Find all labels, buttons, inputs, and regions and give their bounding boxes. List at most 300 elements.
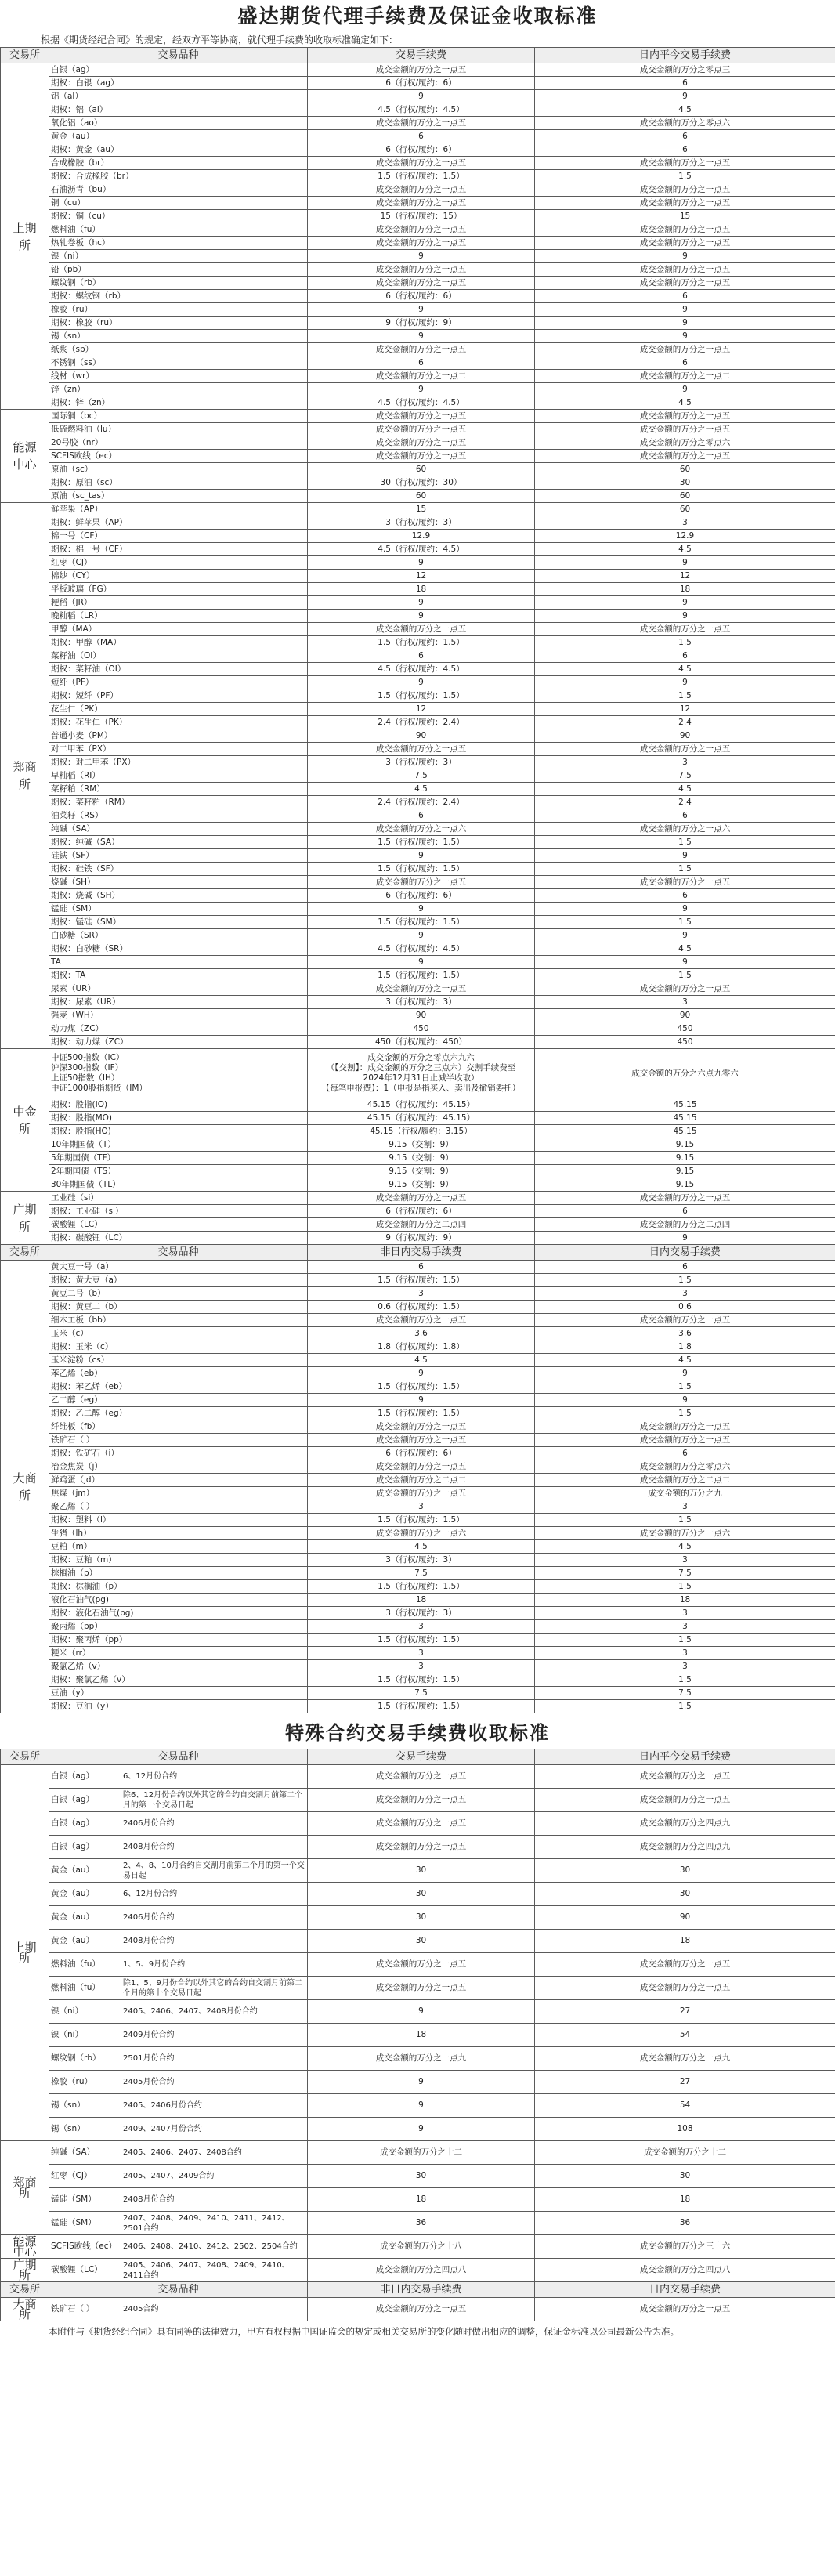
intraday-fee-cell: 9 [535,849,835,863]
fee-cell: 9.15（交割：9） [308,1165,535,1178]
product-cell: 玉米（c） [49,1327,308,1340]
intraday-fee-cell: 2.4 [535,796,835,809]
fee-cell: 15 [308,503,535,516]
fee-cell: 9 [308,929,535,942]
table-row [1,516,835,530]
fee-cell: 450（行权/履约：450） [308,1036,535,1049]
table-row [1,1859,835,1883]
intraday-fee-cell: 成交金额的万分之一点五 [535,1789,835,1812]
header-non-intraday: 交易手续费 [308,48,535,63]
fee-cell: 1.5（行权/履约：1.5） [308,836,535,849]
fee-cell: 2.4（行权/履约：2.4） [308,716,535,729]
intraday-fee-cell: 成交金额的万分之六点九零六 [535,1049,835,1098]
fee-cell: 9 [308,596,535,610]
intraday-fee-cell: 45.15 [535,1125,835,1138]
table-row [1,982,835,996]
table-row [1,463,835,476]
table-header-row [1,2282,835,2298]
contract-cell: 2405、2406、2407、2408、2409、2410、2411合约 [121,2259,308,2282]
product-cell: 期权：黄金（au） [49,143,308,157]
intraday-fee-cell: 1.5 [535,836,835,849]
table-row [1,77,835,90]
intraday-fee-cell: 1.5 [535,916,835,929]
intraday-fee-cell: 7.5 [535,769,835,783]
fee-cell: 1.5（行权/履约：1.5） [308,170,535,183]
product-cell: 5年期国债（TF） [49,1152,308,1165]
table-row [1,1434,835,1447]
fee-cell: 成交金额的万分之一点五 [308,2298,535,2321]
exchange-cell: 能源中心 [1,2235,49,2259]
intraday-fee-cell: 9 [535,956,835,969]
table-header-row [1,48,835,63]
intraday-fee-cell: 成交金额的万分之九 [535,1487,835,1500]
fee-cell: 成交金额的万分之一点五 [308,343,535,356]
table-row [1,570,835,583]
intraday-fee-cell: 成交金额的万分之一点五 [535,1977,835,2000]
contract-cell: 2409、2407月份合约 [121,2118,308,2141]
header-product: 交易品种 [49,1749,308,1765]
table-row [1,103,835,117]
product-cell: 菜籽油（OI） [49,649,308,663]
product-cell: 期权：股指(IO) [49,1098,308,1112]
fee-cell: 9 [308,2094,535,2118]
product-cell: 铁矿石（i） [49,2298,121,2321]
table-row [1,1125,835,1138]
table-row [1,756,835,769]
fee-cell: 36 [308,2212,535,2235]
table-row [1,809,835,823]
intraday-fee-cell: 3 [535,996,835,1009]
fee-cell: 12 [308,703,535,716]
intraday-fee-cell: 6 [535,356,835,370]
intraday-fee-cell: 3 [535,756,835,769]
product-cell: 热轧卷板（hc） [49,237,308,250]
table-row [1,956,835,969]
contract-cell: 2405月份合约 [121,2071,308,2094]
intraday-fee-cell: 成交金额的万分之一点五 [535,623,835,636]
fee-cell: 30 [308,2165,535,2188]
product-cell: 原油（sc） [49,463,308,476]
fee-cell: 6（行权/履约：6） [308,77,535,90]
fee-line: 【每笔申报费】：1（申报是指买入、卖出及撤销委托） [321,1084,521,1093]
table-row [1,117,835,130]
fee-cell: 4.5 [308,783,535,796]
intraday-fee-cell: 1.5 [535,1514,835,1527]
intraday-fee-cell: 9 [535,1232,835,1245]
fee-cell: 成交金额的万分之一点五 [308,63,535,77]
intraday-fee-cell: 3 [535,1620,835,1634]
intraday-fee-cell: 1.5 [535,863,835,876]
table-row [1,2235,835,2259]
table-row [1,2188,835,2212]
product-cell: 期权：锌（zn） [49,396,308,410]
product-cell: 聚丙烯（pp） [49,1620,308,1634]
intraday-fee-cell: 27 [535,2000,835,2024]
product-cell: 铁矿石（i） [49,1434,308,1447]
intraday-fee-cell: 成交金额的万分之零点六 [535,117,835,130]
fee-cell: 成交金额的万分之一点五 [308,1192,535,1205]
fee-cell: 成交金额的万分之一点五 [308,1953,535,1977]
intraday-fee-cell: 9 [535,929,835,942]
fee-cell: 1.5（行权/履约：1.5） [308,916,535,929]
table-row [1,1906,835,1930]
table-row [1,596,835,610]
table-row [1,1700,835,1713]
fee-cell: 90 [308,1009,535,1022]
product-cell: 锡（sn） [49,330,308,343]
fee-cell: 成交金额的万分之一点五 [308,263,535,277]
table-row [1,1112,835,1125]
product-cell: 期权：菜籽油（OI） [49,663,308,676]
intraday-fee-cell: 1.5 [535,1380,835,1394]
table-row [1,1205,835,1218]
product-cell: 鲜苹果（AP） [49,503,308,516]
product-cell: 镍（ni） [49,250,308,263]
intraday-fee-cell: 成交金额的万分之一点五 [535,237,835,250]
intraday-fee-cell: 30 [535,476,835,490]
fee-cell: 6 [308,356,535,370]
table-row [1,1647,835,1660]
fee-cell: 1.5（行权/履约：1.5） [308,969,535,982]
intraday-fee-cell: 6 [535,143,835,157]
product-cell: 20号胶（nr） [49,436,308,450]
fee-cell: 9 [308,849,535,863]
fee-cell: 18 [308,583,535,596]
contract-cell: 除1、5、9月份合约以外其它的合约自交割月前第二个月的第十个交易日起 [121,1977,308,2000]
intraday-fee-cell: 成交金额的万分之一点五 [535,263,835,277]
product-cell: 对二甲苯（PX） [49,743,308,756]
exchange-cell: 上期所 [1,1765,49,2141]
table-row [1,716,835,729]
product-cell: 期权：乙二醇（eg） [49,1407,308,1420]
product-cell: 2年期国债（TS） [49,1165,308,1178]
fee-cell: 成交金额的万分之四点八 [308,2259,535,2282]
intraday-fee-cell: 9 [535,676,835,689]
table-row [1,2298,835,2321]
product-cell: 期权：聚氯乙烯（v） [49,1673,308,1687]
intraday-fee-cell: 1.5 [535,689,835,703]
table-row [1,277,835,290]
fee-cell: 4.5（行权/履约：4.5） [308,543,535,556]
intraday-fee-cell: 4.5 [535,1540,835,1554]
table-row [1,1930,835,1953]
fee-cell: 6（行权/履约：6） [308,889,535,903]
fee-cell: 成交金额的万分之二点二 [308,1474,535,1487]
intraday-fee-cell: 6 [535,290,835,303]
intraday-fee-cell: 90 [535,1906,835,1930]
intraday-fee-cell: 成交金额的万分之四点八 [535,2259,835,2282]
product-cell: 棉纱（CY） [49,570,308,583]
fee-cell: 30 [308,1883,535,1906]
table-row [1,1953,835,1977]
fee-cell: 9.15（交割：9） [308,1152,535,1165]
intraday-fee-cell: 成交金额的万分之一点五 [535,157,835,170]
product-cell: 黄金（au） [49,1859,121,1883]
product-cell: 碳酸锂（LC） [49,1218,308,1232]
intraday-fee-cell: 6 [535,1447,835,1460]
table-row [1,543,835,556]
table-row [1,1098,835,1112]
table-row [1,836,835,849]
exchange-cell: 郑商所 [1,503,49,1049]
product-cell: 黄金（au） [49,1930,121,1953]
product-cell: 红枣（CJ） [49,2165,121,2188]
table-row [1,343,835,356]
intraday-fee-cell: 9 [535,303,835,317]
product-cell: 粳米（rr） [49,1647,308,1660]
product-cell: 期权：苯乙烯（eb） [49,1380,308,1394]
product-cell: 动力煤（ZC） [49,1022,308,1036]
contract-cell: 2407、2408、2409、2410、2411、2412、2501合约 [121,2212,308,2235]
intraday-fee-cell: 60 [535,463,835,476]
header-product: 交易品种 [49,48,308,63]
table-row [1,2047,835,2071]
fee-cell: 成交金额的万分之一点五 [308,237,535,250]
intraday-fee-cell: 9 [535,596,835,610]
exchange-cell: 上期所 [1,63,49,410]
table-row [1,703,835,716]
contract-cell: 2405合约 [121,2298,308,2321]
fee-cell: 成交金额的万分之一点六 [308,823,535,836]
fee-cell: 6（行权/履约：6） [308,1205,535,1218]
product-cell: 期权：螺纹钢（rb） [49,290,308,303]
fee-cell [308,1049,535,1098]
product-cell: 焦煤（jm） [49,1487,308,1500]
table-row [1,2141,835,2165]
intraday-fee-cell: 成交金额的万分之四点九 [535,1836,835,1859]
fee-cell: 成交金额的万分之一点五 [308,450,535,463]
product-cell: 低硫燃料油（lu） [49,423,308,436]
fee-cell: 成交金额的万分之一点五 [308,876,535,889]
table-row [1,1274,835,1287]
intraday-fee-cell: 成交金额的万分之二点二 [535,1474,835,1487]
table-row [1,1009,835,1022]
product-cell: 液化石油气(pg) [49,1594,308,1607]
product-cell: 黄大豆一号（a） [49,1261,308,1274]
fee-cell: 成交金额的万分之一点五 [308,743,535,756]
product-cell: 白银（ag） [49,1836,121,1859]
header-non-intraday: 非日内交易手续费 [308,2282,535,2298]
table-row [1,223,835,237]
product-cell: 黄金（au） [49,1883,121,1906]
fee-cell: 6 [308,809,535,823]
intraday-fee-cell: 6 [535,649,835,663]
intraday-fee-cell: 18 [535,2188,835,2212]
product-cell: 国际铜（bc） [49,410,308,423]
fee-cell: 45.15（行权/履约：3.15） [308,1125,535,1138]
product-cell: 豆粕（m） [49,1540,308,1554]
fee-cell: 3.6 [308,1327,535,1340]
intraday-fee-cell: 4.5 [535,396,835,410]
table-row [1,1380,835,1394]
intraday-fee-cell: 成交金额的万分之一点五 [535,876,835,889]
product-cell: 期权：TA [49,969,308,982]
table-row [1,197,835,210]
intraday-fee-cell: 成交金额的万分之一点五 [535,2298,835,2321]
table-row [1,1049,835,1098]
header-exchange: 交易所 [1,48,49,63]
product-cell: 期权：铝（al） [49,103,308,117]
product-cell: 生猪（lh） [49,1527,308,1540]
table-row [1,130,835,143]
product-cell: 乙二醇（eg） [49,1394,308,1407]
fee-cell: 7.5 [308,769,535,783]
product-cell: 期权：纯碱（SA） [49,836,308,849]
table-row [1,583,835,596]
product-cell: 期权：工业硅（si） [49,1205,308,1218]
product-cell: 镍（ni） [49,2024,121,2047]
main-fee-table [0,47,835,1713]
table-row [1,2118,835,2141]
fee-cell: 成交金额的万分之一点五 [308,1460,535,1474]
product-cell: 期权：烧碱（SH） [49,889,308,903]
fee-cell: 1.5（行权/履约：1.5） [308,1700,535,1713]
product-cell: 橡胶（ru） [49,303,308,317]
fee-cell: 60 [308,490,535,503]
product-cell: 螺纹钢（rb） [49,277,308,290]
table-row [1,929,835,942]
header-intraday: 日内平今交易手续费 [535,48,835,63]
product-cell: 不锈钢（ss） [49,356,308,370]
table-row [1,1514,835,1527]
special-contracts-title: 特殊合约交易手续费收取标准 [0,1717,835,1749]
intraday-fee-cell: 成交金额的万分之一点五 [535,223,835,237]
header-non-intraday: 交易手续费 [308,1749,535,1765]
fee-cell: 成交金额的万分之一点五 [308,1434,535,1447]
fee-cell: 6（行权/履约：6） [308,1447,535,1460]
table-row [1,436,835,450]
table-row [1,1634,835,1647]
product-cell: 锰硅（SM） [49,903,308,916]
intraday-fee-cell: 45.15 [535,1098,835,1112]
table-row [1,317,835,330]
fee-cell: 3（行权/履约：3） [308,996,535,1009]
table-row [1,143,835,157]
intraday-fee-cell: 9 [535,317,835,330]
product-cell: 棕榈油（p） [49,1567,308,1580]
table-row [1,903,835,916]
table-row [1,2212,835,2235]
fee-cell: 1.5（行权/履约：1.5） [308,1407,535,1420]
table-row [1,170,835,183]
intraday-fee-cell: 成交金额的万分之一点五 [535,1765,835,1789]
product-cell: TA [49,956,308,969]
intraday-fee-cell: 成交金额的万分之一点五 [535,1420,835,1434]
contract-cell: 2405、2406、2407、2408月份合约 [121,2000,308,2024]
product-cell: 期权：短纤（PF） [49,689,308,703]
intraday-fee-cell: 1.5 [535,170,835,183]
contract-cell: 1、5、9月份合约 [121,1953,308,1977]
intraday-fee-cell: 54 [535,2024,835,2047]
intraday-fee-cell: 6 [535,130,835,143]
contract-cell: 2405、2406、2407、2408合约 [121,2141,308,2165]
fee-cell: 1.5（行权/履约：1.5） [308,1673,535,1687]
product-cell: 强麦（WH） [49,1009,308,1022]
intraday-fee-cell: 成交金额的万分之一点六 [535,823,835,836]
contract-cell: 2409月份合约 [121,2024,308,2047]
table-row [1,530,835,543]
product-cell: 锰硅（SM） [49,2188,121,2212]
product-cell: 期权：液化石油气(pg) [49,1607,308,1620]
intraday-fee-cell: 9.15 [535,1152,835,1165]
fee-cell: 4.5（行权/履约：4.5） [308,942,535,956]
intraday-fee-cell: 成交金额的万分之一点五 [535,982,835,996]
product-cell: 纯碱（SA） [49,823,308,836]
table-row [1,370,835,383]
intraday-fee-cell: 9.15 [535,1165,835,1178]
fee-cell: 12.9 [308,530,535,543]
intraday-fee-cell: 成交金额的万分之十二 [535,2141,835,2165]
product-cell: 棉一号（CF） [49,530,308,543]
table-row [1,1660,835,1673]
table-row [1,450,835,463]
intraday-fee-cell: 6 [535,1205,835,1218]
fee-cell: 9.15（交割：9） [308,1138,535,1152]
fee-line: 2024年12月31日止减半收取） [363,1073,479,1083]
intraday-fee-cell: 成交金额的万分之一点五 [535,1953,835,1977]
fee-cell: 成交金额的万分之一点五 [308,1977,535,2000]
table-row [1,1883,835,1906]
contract-cell: 除6、12月份合约以外其它的合约自交割月前第二个月的第一个交易日起 [121,1789,308,1812]
table-row [1,1554,835,1567]
intraday-fee-cell: 3.6 [535,1327,835,1340]
fee-cell: 1.5（行权/履约：1.5） [308,1580,535,1594]
intraday-fee-cell: 12 [535,570,835,583]
table-row [1,1301,835,1314]
table-row [1,796,835,809]
table-row [1,503,835,516]
table-row [1,1287,835,1301]
fee-cell: 3 [308,1660,535,1673]
product-cell: 30年期国债（TL） [49,1178,308,1192]
intraday-fee-cell: 成交金额的万分之二点四 [535,1218,835,1232]
product-cell: 合成橡胶（br） [49,157,308,170]
fee-cell: 3（行权/履约：3） [308,1554,535,1567]
table-row [1,2094,835,2118]
table-row [1,1340,835,1354]
product-cell: 铝（al） [49,90,308,103]
product-cell: 花生仁（PK） [49,703,308,716]
fee-cell: 30（行权/履约：30） [308,476,535,490]
intraday-fee-cell: 成交金额的万分之一点五 [535,183,835,197]
table-row [1,1540,835,1554]
intraday-fee-cell: 成交金额的万分之零点六 [535,436,835,450]
table-row [1,1420,835,1434]
product-line: 沪深300指数（IF） [51,1063,124,1073]
fee-cell: 30 [308,1859,535,1883]
product-cell: 期权：白银（ag） [49,77,308,90]
intraday-fee-cell: 6 [535,77,835,90]
table-row [1,1152,835,1165]
table-row [1,1789,835,1812]
fee-cell: 成交金额的万分之一点五 [308,410,535,423]
intraday-fee-cell: 3 [535,1660,835,1673]
intraday-fee-cell: 12 [535,703,835,716]
intraday-fee-cell: 4.5 [535,543,835,556]
fee-cell: 7.5 [308,1567,535,1580]
table-row [1,729,835,743]
table-row [1,823,835,836]
fee-cell: 450 [308,1022,535,1036]
fee-cell: 1.5（行权/履约：1.5） [308,1514,535,1527]
fee-cell: 成交金额的万分之一点五 [308,183,535,197]
product-cell: 白银（ag） [49,1789,121,1812]
fee-cell: 9 [308,2071,535,2094]
table-row [1,1765,835,1789]
product-cell: 尿素（UR） [49,982,308,996]
intraday-fee-cell: 15 [535,210,835,223]
table-row [1,1354,835,1367]
